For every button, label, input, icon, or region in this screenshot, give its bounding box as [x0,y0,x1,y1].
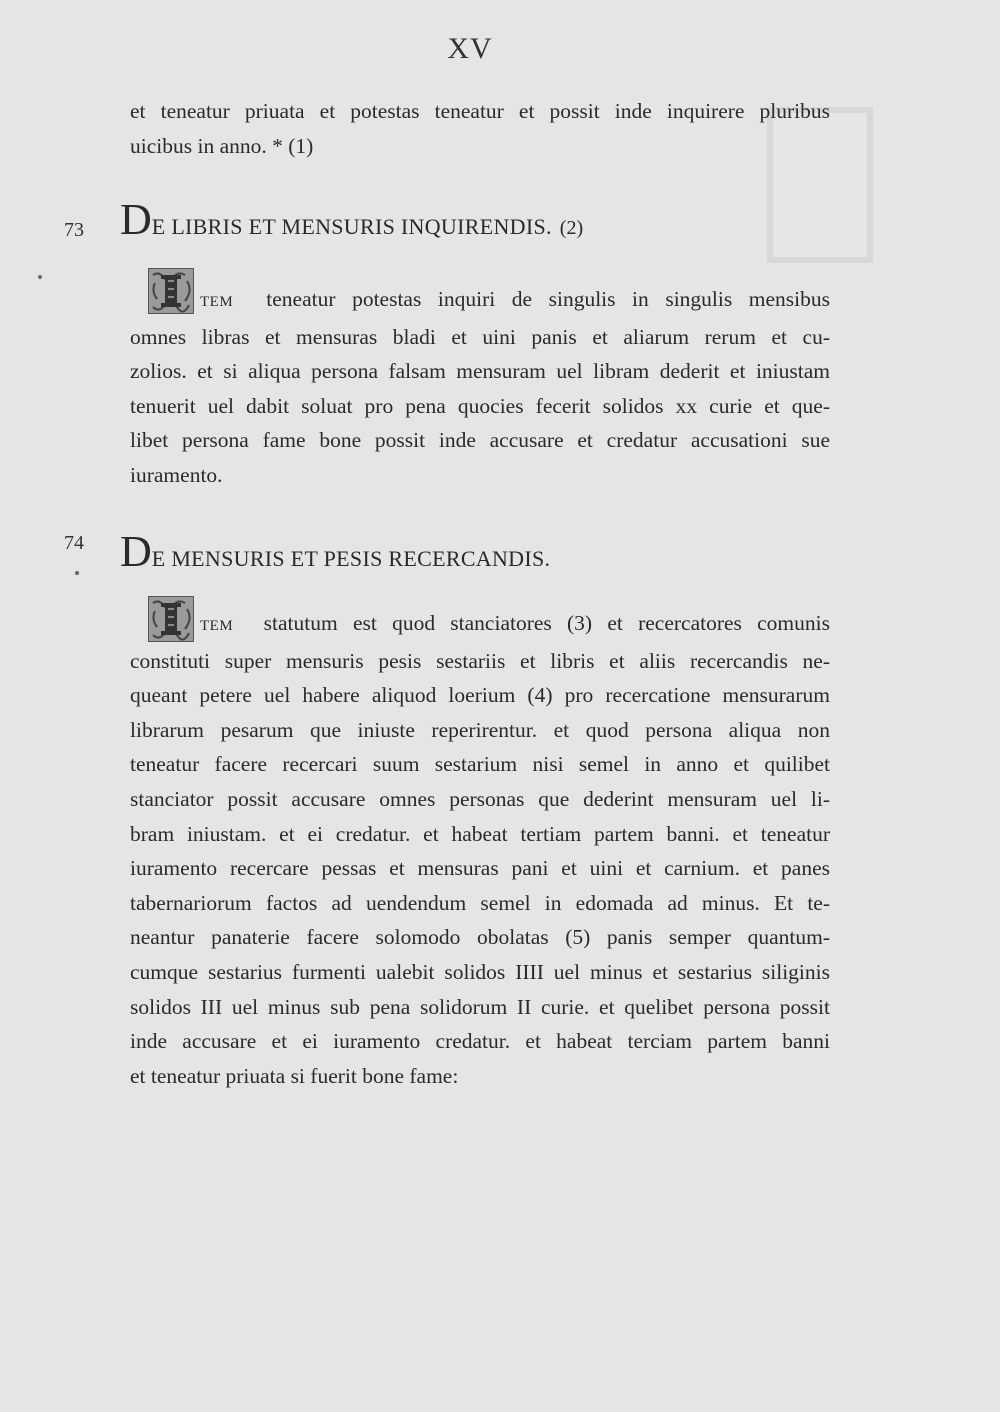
text-line: solidos III uel minus sub pena solidorum II curie. et quelibet persona possit [130,994,830,1019]
section-number: 73 [64,219,84,241]
text-line: uicibus in anno. * (1) [130,133,314,158]
heading-text: E MENSURIS ET PESIS RECERCANDIS. [151,546,551,571]
text-line: TEM teneatur potestas inquiri de singulis in singulis mensibus [200,287,830,311]
text-line: et teneatur priuata et potestas teneatur et possit inde inquirere pluribus [130,99,830,123]
margin-speck [75,571,79,575]
section-heading [120,526,550,577]
text-line: cumque sestarius furmenti ualebit solidos IIII uel minus et sestarius siliginis [130,959,830,984]
text-line: neantur panaterie facere solomodo obolatas (5) panis semper quantum- [130,925,830,950]
section-heading [120,194,583,245]
text-line: bram iniustam. et ei credatur. et habeat tertiam partem banni. et teneatur [130,821,830,846]
first-word: TEM [200,294,234,310]
page-number: XV [447,32,493,65]
text-line: teneatur facere recercari suum sestarium nisi semel in anno et quilibet [130,752,830,777]
text-line: et teneatur priuata si fuerit bone fame: [130,1063,459,1088]
text-line: tabernariorum factos ad uendendum semel in edomada ad minus. Et te- [130,890,830,915]
section-number: 74 [64,532,84,554]
text-line: zolios. et si aliqua persona falsam mensuram uel libram dederit et iniustam [130,359,830,384]
section-73-paragraph [130,282,830,493]
text-line: omnes libras et mensuras bladi et uini panis et aliarum rerum et cu- [130,324,830,349]
text-line: librarum pesarum que iniuste reperirentur. et quod persona aliqua non [130,717,830,742]
text-line: iuramento recercare pessas et mensuras pani et uini et carnium. et panes [130,856,830,881]
text-line: libet persona fame bone possit inde accusare et credatur accusationi sue [130,428,830,453]
heading-initial: D [120,195,152,244]
text-line: tenuerit uel dabit soluat pro pena quocies fecerit solidos xx curie et que- [130,393,830,418]
text-line: inde accusare et ei iuramento credatur. et habeat terciam partem banni [130,1029,830,1054]
margin-speck [38,275,42,279]
heading-footnote-ref: (2) [559,217,584,239]
text-line: stanciator possit accusare omnes personas que dederint mensuram uel li- [130,786,830,811]
section-74-paragraph [130,606,830,1093]
first-word: TEM [200,618,234,634]
heading-text: E LIBRIS ET MENSURIS INQUIRENDIS. [151,214,552,239]
text-line: iuramento. [130,462,223,487]
intro-paragraph [130,94,830,163]
heading-initial: D [120,527,152,576]
text-line: TEM statutum est quod stanciatores (3) et recercatores comunis [200,611,830,635]
text-line: constituti super mensuris pesis sestariis et libris et aliis recercandis ne- [130,648,830,673]
text-line: queant petere uel habere aliquod loerium (4) pro recercatione mensurarum [130,683,830,708]
